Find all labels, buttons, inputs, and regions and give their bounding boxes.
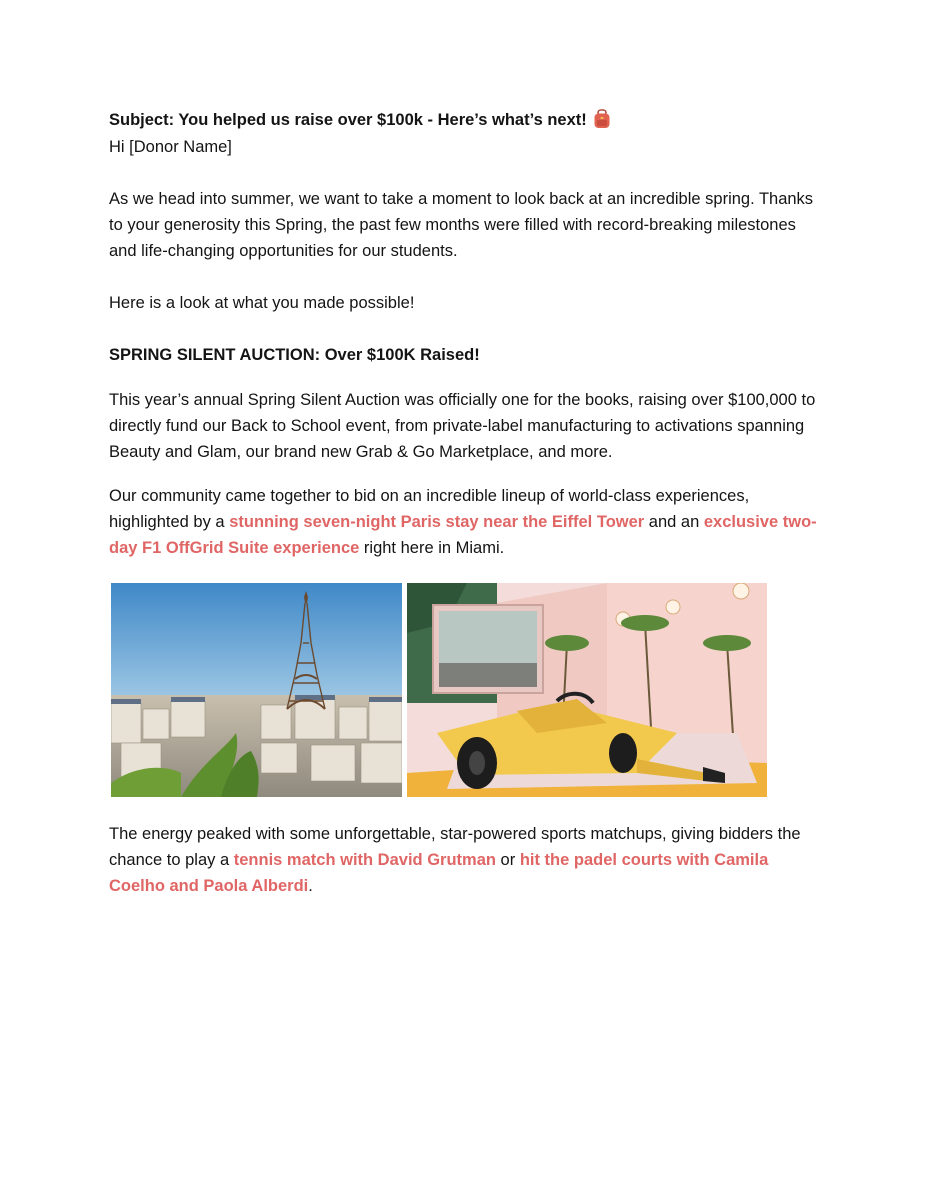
- community-text-1: Our community came together to bid on an incredible lineup of world-class experiences, highlighted by a: [109, 487, 750, 531]
- f1-car-suite-photo: [407, 583, 767, 797]
- padel-courts-link[interactable]: hit the padel courts with Camila Coelho and Paola Alberdi: [109, 851, 769, 895]
- tennis-match-link[interactable]: tennis match with David Grutman: [233, 851, 496, 869]
- community-text-2: and an: [644, 513, 704, 531]
- section-title: SPRING SILENT AUCTION: Over $100K Raised!: [109, 346, 480, 364]
- energy-paragraph: [109, 821, 821, 899]
- backpack-icon: [593, 109, 611, 129]
- community-paragraph: [109, 483, 821, 561]
- eiffel-tower-photo: [111, 583, 402, 797]
- intro-paragraph: As we head into summer, we want to take a moment to look back at an incredible spring. Thanks to your generosity this Spring, the past few months were filled with record-breaking milestones and life-changing opportunities for our students.: [109, 190, 814, 260]
- auction-images: [111, 583, 821, 797]
- email-body: [109, 106, 821, 899]
- community-text-3: right here in Miami.: [359, 539, 505, 557]
- look-back-paragraph: Here is a look at what you made possible!: [109, 294, 415, 312]
- energy-text-3: .: [308, 877, 313, 895]
- greeting: Hi [Donor Name]: [109, 138, 232, 156]
- auction-paragraph: This year’s annual Spring Silent Auction was officially one for the books, raising over $100,000 to directly fund our Back to School event, from private-label manufacturing to activations spanning Beauty and Glam, our brand new Grab & Go Marketplace, and more.: [109, 391, 816, 461]
- paris-stay-link[interactable]: stunning seven-night Paris stay near the Eiffel Tower: [229, 513, 645, 531]
- subject-text: Subject: You helped us raise over $100k - Here’s what’s next!: [109, 111, 587, 129]
- energy-text-1: The energy peaked with some unforgettable, star-powered sports matchups, giving bidders the chance to play a: [109, 825, 801, 869]
- email-subject: [109, 106, 821, 134]
- energy-text-2: or: [495, 851, 520, 869]
- f1-suite-link[interactable]: exclusive two-day F1 OffGrid Suite experience: [109, 513, 817, 557]
